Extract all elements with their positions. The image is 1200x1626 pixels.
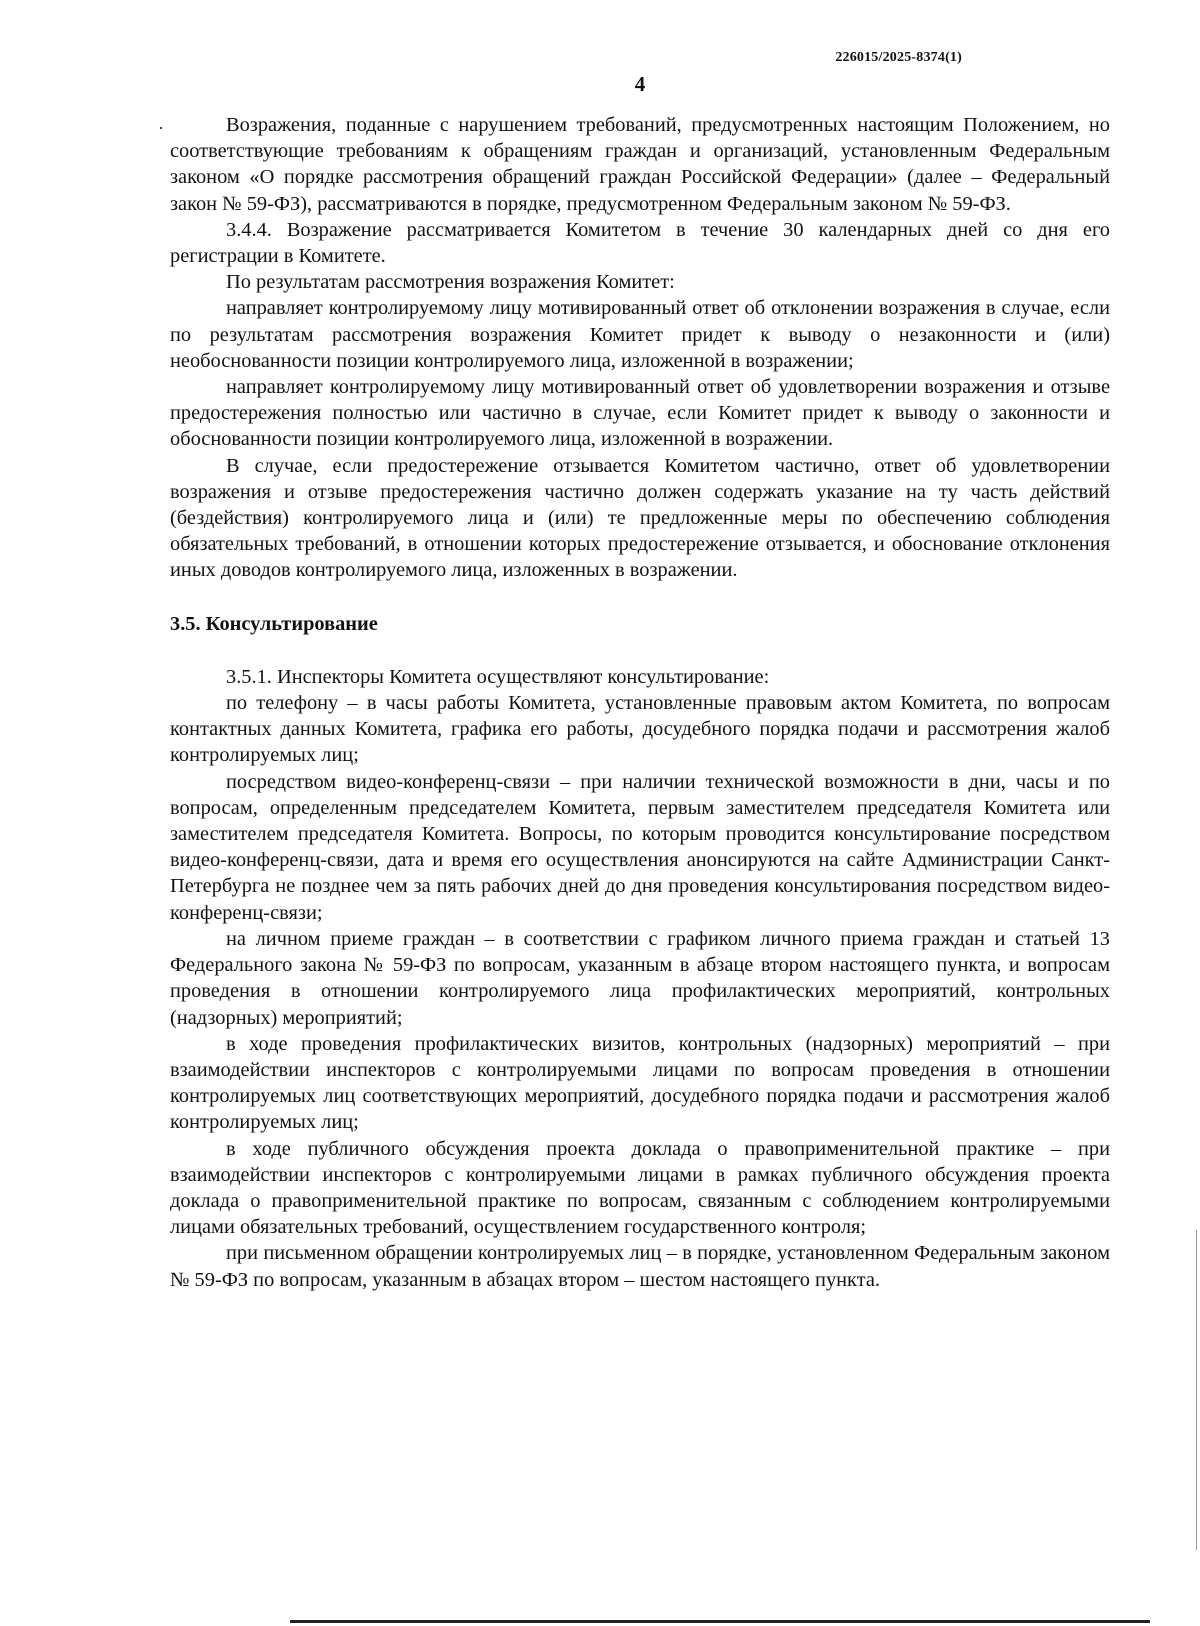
paragraph: в ходе публичного обсуждения проекта доклада о правоприменительной практике – при взаимодействии инспекторов с контролируемыми лицами в рамках публичного обсуждения проекта доклада о правоприменительной практике по вопросам, связанным с соблюдением контролируемыми лицами обязательных требований, осуществлением государственного контроля; xyxy=(170,1137,1110,1239)
paragraph: 3.5.1. Инспекторы Комитета осуществляют консультирование: xyxy=(226,665,770,688)
document-body xyxy=(170,112,1110,1293)
paragraph: на личном приеме граждан – в соответствии с графиком личного приема граждан и статьей 13 Федерального закона № 59-ФЗ по вопросам, указанным в абзаце втором настоящего пункта, и вопросам проведения в отношении контролируемого лица профилактических мероприятий, контрольных (надзорных) мероприятий; xyxy=(170,927,1110,1029)
scan-artifact-dot xyxy=(160,127,162,129)
document-id: 226015/2025-8374(1) xyxy=(835,50,962,65)
paragraph: 3.4.4. Возражение рассматривается Комитетом в течение 30 календарных дней со дня его регистрации в Комитете. xyxy=(170,218,1110,268)
paragraph: посредством видео-конференц-связи – при наличии технической возможности в дни, часы и по вопросам, определенным председателем Комитета, первым заместителем председателя Комитета или заместителем председателя Комитета. Вопросы, по которым проводится консультирование посредством видео-конференц-связи, дата и время его осуществления анонсируются на сайте Администрации Санкт-Петербурга не позднее чем за пять рабочих дней до дня проведения консультирования посредством видео-конференц-связи; xyxy=(170,770,1110,924)
paragraph: По результатам рассмотрения возражения Комитет: xyxy=(226,271,675,294)
paragraph: направляет контролируемому лицу мотивированный ответ об удовлетворении возражения и отзыве предостережения полностью или частично в случае, если Комитет придет к выводу о законности и обоснованности позиции контролируемого лица, изложенной в возражении. xyxy=(170,376,1110,451)
section-heading: 3.5. Консультирование xyxy=(170,612,378,635)
paragraph: по телефону – в часы работы Комитета, установленные правовым актом Комитета, по вопросам контактных данных Комитета, графика его работы, досудебного порядка подачи и рассмотрения жалоб контролируемых лиц; xyxy=(170,692,1110,767)
paragraph: В случае, если предостережение отзывается Комитетом частично, ответ об удовлетворении возражения и отзыве предостережения частично должен содержать указание на ту часть действий (бездействия) контролируемого лица и (или) те предложенные меры по обеспечению соблюдения обязательных требований, в отношении которых предостережение отзывается, и обоснование отклонения иных доводов контролируемого лица, изложенных в возражении. xyxy=(170,454,1110,582)
paragraph: направляет контролируемому лицу мотивированный ответ об отклонении возражения в случае, если по результатам рассмотрения возражения Комитет придет к выводу о незаконности и (или) необоснованности позиции контролируемого лица, изложенной в возражении; xyxy=(170,297,1110,372)
paragraph: при письменном обращении контролируемых лиц – в порядке, установленном Федеральным законом № 59-ФЗ по вопросам, указанным в абзацах втором – шестом настоящего пункта. xyxy=(170,1242,1110,1291)
scan-bottom-line xyxy=(290,1620,1150,1623)
paragraph: Возражения, поданные с нарушением требований, предусмотренных настоящим Положением, но соответствующие требованиям к обращениям граждан и организаций, установленным Федеральным законом «О порядке рассмотрения обращений граждан Российской Федерации» (далее – Федеральный закон № 59-ФЗ), рассматриваются в порядке, предусмотренном Федеральным законом № 59-ФЗ. xyxy=(170,114,1110,215)
paragraph: в ходе проведения профилактических визитов, контрольных (надзорных) мероприятий – при взаимодействии инспекторов с контролируемыми лицами по вопросам проведения в отношении контролируемых лиц соответствующих мероприятий, досудебного порядка подачи и рассмотрения жалоб контролируемых лиц; xyxy=(170,1032,1110,1134)
scan-edge-line xyxy=(1196,1230,1197,1550)
page-number: 4 xyxy=(634,72,646,96)
